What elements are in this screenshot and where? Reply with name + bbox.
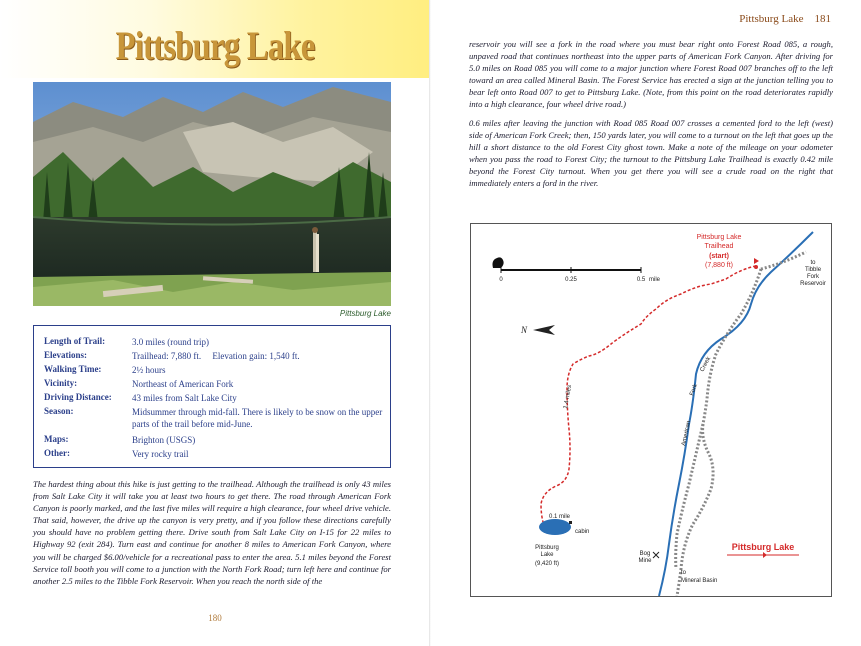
road-to-tibble (761, 252, 806, 269)
scale-bar (493, 257, 642, 273)
body-paragraph: The hardest thing about this hike is just getting to the trailhead. Although the trailhead is only 43 miles from Salt Lake City it will take you at least two hours to get there. The road through American Fork Canyon is poorly marked, and the last five miles will require a high clearance, four wheel drive vehicle. That said, however, the drive up the canyon is very pretty, and if you follow these directions carefully you should have no problem getting there. Drive south from Salt Lake City on I-15 for 22 miles to Highway 92 (exit 284). Turn east and continue for another 8 miles to American Fork Canyon, where you will be charged $6.00/vehicle for a recreational pass to enter the area. 5.1 miles beyond the Forest Service toll booth you will come to a junction with the North Fork Road; turn left here and continue for another 2.5 miles to the Tibble Fork Reservoir. When you reach the north side of the (33, 479, 391, 586)
lake-shape (539, 519, 571, 535)
trailhead-marker (754, 258, 759, 264)
creek-label: American (681, 420, 693, 447)
info-value: Northeast of American Fork (132, 379, 234, 389)
trailhead-start-label: (start) (709, 253, 729, 260)
info-label: Vicinity: (44, 378, 78, 388)
trail-line (541, 266, 756, 522)
map-title: Pittsburg Lake (731, 542, 795, 552)
lake-distance-label: 0.1 mile (549, 514, 571, 520)
info-label: Other: (44, 448, 70, 458)
lake-elevation: (9,420 ft) (534, 561, 560, 567)
tibble-label: Fork (807, 274, 819, 280)
scale-label-2: 0.5 (636, 277, 646, 283)
info-label: Length of Trail: (44, 336, 106, 346)
scale-label-1: 0.25 (565, 277, 577, 283)
header-title: Pittsburg Lake (739, 13, 804, 25)
creek-label: Fork (689, 383, 699, 397)
tibble-label: to (810, 260, 816, 266)
mineral-label: to (681, 570, 687, 576)
body-text-right (469, 38, 833, 195)
info-label: Walking Time: (44, 364, 102, 374)
info-value: Trailhead: 7,880 ft. Elevation gain: 1,540 ft. (132, 351, 300, 361)
creek-label: Creek (699, 355, 713, 373)
trail-map (470, 223, 832, 597)
lake-name: Pittsburg (535, 545, 559, 551)
north-label: N (521, 325, 528, 335)
bog-mine-label: Bog (639, 551, 651, 557)
info-value: 2½ hours (132, 365, 166, 375)
hiker-icon (493, 257, 504, 268)
info-value: Brighton (USGS) (132, 435, 196, 445)
running-header (739, 13, 831, 25)
info-label: Driving Distance: (44, 392, 112, 402)
tibble-label: Reservoir (800, 281, 826, 287)
north-arrow (533, 325, 555, 335)
info-value: Very rocky trail (132, 449, 189, 459)
mineral-label: Mineral Basin (681, 578, 718, 584)
info-label: Elevations: (44, 350, 88, 360)
info-label: Maps: (44, 434, 69, 444)
trail-info-box (33, 325, 391, 468)
left-page (0, 0, 430, 646)
info-label: Season: (44, 406, 74, 416)
trail-distance-label: 1.4 miles (563, 384, 574, 410)
page-title: Pittsburg Lake (115, 23, 315, 68)
bog-mine-label: Mine (638, 558, 652, 564)
lake-photo (33, 82, 391, 306)
cabin-label: cabin (575, 529, 590, 535)
scale-unit: mile (649, 277, 661, 283)
info-value: Midsummer through mid-fall. There is likely to be snow on the upper parts of the trail before mid-June. (132, 407, 383, 429)
tibble-label: Tibble (804, 267, 822, 273)
body-paragraph: reservoir you will see a fork in the road where you must bear right onto Forest Road 085, a rough, unpaved road that continues northeast into the upper parts of American Fork Canyon. After driving for 5.0 miles on Road 085 you will come to a major junction where Forest Road 007 branches off to the left toward an area called Mineral Basin. The Forest Service has erected a sign at the junction telling you to bear left onto Road 007 to get to Pittsburg Lake. (Note, from this point on the road deteriorates rapidly into a high clearance, four wheel drive road.) (469, 39, 833, 110)
info-value: 43 miles from Salt Lake City (132, 393, 237, 403)
info-value: 3.0 miles (round trip) (132, 337, 209, 347)
cabin-marker (569, 521, 572, 524)
body-paragraph: 0.6 miles after leaving the junction with Road 085 Road 007 crosses a cemented ford to the left (west) side of American Fork Creek; then, 150 yards later, you will come to a turnout on the left that goes up the hill a short distance to the old Forest City ghost town. Make a note of the mileage on your odometer when you pass the road to Forest City; the turnout to the Pittsburg Lake Trailhead is exactly 0.42 mile beyond the Forest City turnout. When you get there you will see a crude road on the right that immediately enters a ford in the river. (469, 117, 833, 189)
mine-icon (653, 552, 659, 558)
trailhead-label: Pittsburg Lake (696, 234, 742, 241)
scale-label-0: 0 (499, 277, 503, 283)
photo-caption: Pittsburg Lake (339, 309, 391, 318)
lake-name: Lake (540, 552, 554, 558)
page-number-left: 180 (208, 613, 222, 623)
trailhead-label: Trailhead (704, 243, 734, 250)
trailhead-elevation: (7,880 ft) (704, 262, 734, 269)
road-to-mineral (676, 424, 703, 569)
page-number-right: 181 (814, 13, 831, 25)
